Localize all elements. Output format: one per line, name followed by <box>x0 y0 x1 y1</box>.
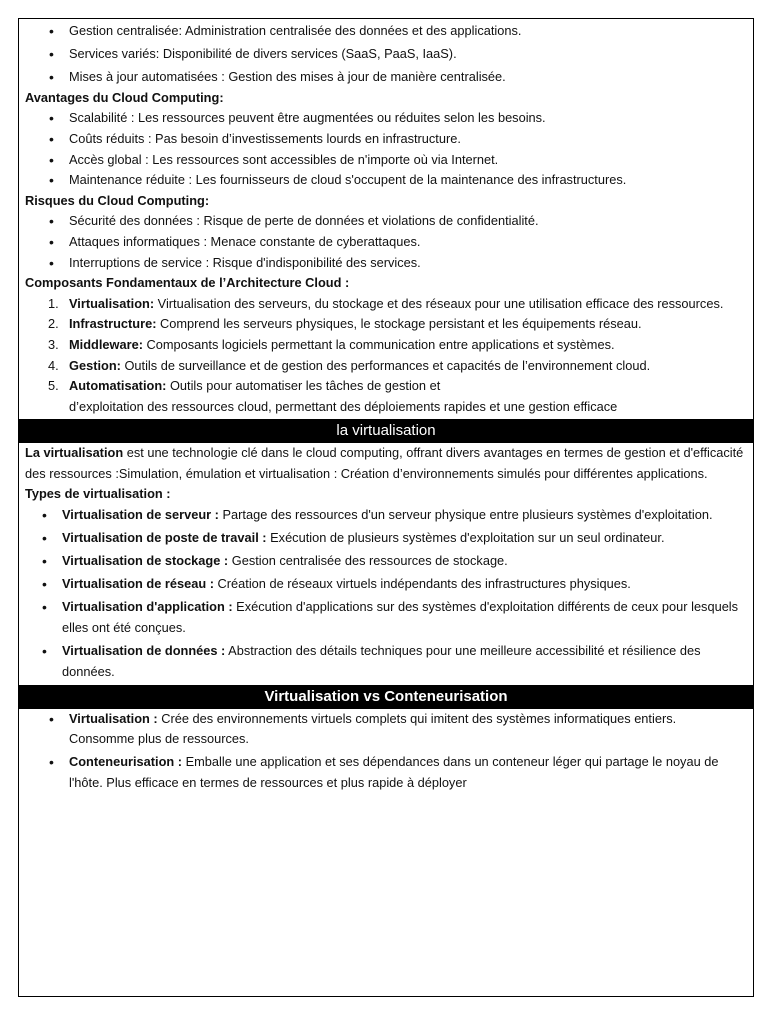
numbered-item <box>25 335 745 356</box>
item-text: Composants logiciels permettant la communication entre applications et systèmes. <box>142 336 615 352</box>
list-item: • Gestion centralisée: Administration centralisée des données et des applications. <box>25 21 745 42</box>
item-text: Exécution d'applications sur des systèmes d'exploitation différents de ceux pour lesquels elles ont été conçues. <box>62 599 739 636</box>
types-heading: Types de virtualisation : <box>25 486 171 502</box>
numbered-item <box>25 376 745 417</box>
item-term: Conteneurisation : <box>69 754 183 769</box>
avantages-list <box>25 108 745 190</box>
item-number: 1. <box>48 295 59 311</box>
list-item <box>25 505 745 526</box>
list-item: • Interruptions de service : Risque d'indisponibilité des services. <box>25 253 745 274</box>
item-text: Exécution de plusieurs systèmes d'exploitation sur un seul ordinateur. <box>266 530 665 546</box>
item-term: Virtualisation de serveur : <box>62 507 219 523</box>
item-term: Virtualisation : <box>69 710 158 726</box>
item-text: Création de réseaux virtuels indépendants des infrastructures physiques. <box>213 576 631 592</box>
composants-heading: Composants Fondamentaux de l’Architecture Cloud : <box>25 275 350 291</box>
item-term: Automatisation: <box>69 378 167 394</box>
risques-list <box>25 211 745 273</box>
list-item: • Sécurité des données : Risque de perte de données et violations de confidentialité. <box>25 211 745 232</box>
item-term: Virtualisation de poste de travail : <box>62 530 267 546</box>
item-term: Middleware: <box>69 336 143 352</box>
vs-list <box>25 709 745 793</box>
list-item: • Accès global : Les ressources sont accessibles de n'importe où via Internet. <box>25 150 745 171</box>
item-text: Outils de surveillance et de gestion des performances et capacités de l’environnement cloud. <box>120 357 651 373</box>
item-term: Virtualisation: <box>69 295 155 311</box>
list-item: • Maintenance réduite : Les fournisseurs de cloud s'occupent de la maintenance des infrastructures. <box>25 170 745 191</box>
intro-term: La virtualisation <box>25 445 124 461</box>
item-term: Virtualisation de réseau : <box>62 576 214 592</box>
list-item: • Services variés: Disponibilité de divers services (SaaS, PaaS, IaaS). <box>25 44 745 65</box>
list-item: • Scalabilité : Les ressources peuvent être augmentées ou réduites selon les besoins. <box>25 108 745 129</box>
numbered-item <box>25 314 745 335</box>
list-item <box>25 551 745 572</box>
types-list <box>25 505 745 682</box>
avantages-heading: Avantages du Cloud Computing: <box>25 89 224 105</box>
item-text: Partage des ressources d'un serveur physique entre plusieurs systèmes d'exploitation. <box>218 507 713 523</box>
item-term: Virtualisation de stockage : <box>62 553 229 569</box>
intro-text: est une technologie clé dans le cloud computing, offrant divers avantages en termes de gestion et d'efficacité des ressources :Simulation, émulation et virtualisation : Création d’environnements simulés pour différentes applications. <box>25 445 744 481</box>
item-term: Gestion: <box>69 357 121 373</box>
section-band-virtualisation: la virtualisation <box>19 419 753 443</box>
virtualisation-intro <box>25 443 745 484</box>
composants-list <box>25 294 745 418</box>
list-item <box>25 641 745 682</box>
list-item <box>25 752 745 793</box>
section-band-vs: Virtualisation vs Conteneurisation <box>19 685 753 709</box>
document-frame <box>18 18 754 997</box>
item-text: Outils pour automatiser les tâches de gestion et <box>166 378 441 394</box>
item-text: Comprend les serveurs physiques, le stockage persistant et les équipements réseau. <box>156 316 642 332</box>
list-item <box>25 709 745 750</box>
list-item: • Coûts réduits : Pas besoin d’investissements lourds en infrastructure. <box>25 129 745 150</box>
item-text: Gestion centralisée des ressources de stockage. <box>228 553 508 569</box>
list-item: • Mises à jour automatisées : Gestion des mises à jour de manière centralisée. <box>25 67 745 88</box>
item-number: 4. <box>48 357 59 373</box>
item-term: Infrastructure: <box>69 316 157 332</box>
numbered-item <box>25 294 745 315</box>
item-number: 2. <box>48 316 59 332</box>
list-item: • Attaques informatiques : Menace constante de cyberattaques. <box>25 232 745 253</box>
top-list <box>25 21 745 88</box>
item-term: Virtualisation d'application : <box>62 599 233 615</box>
item-number: 5. <box>48 378 59 394</box>
list-item <box>25 574 745 595</box>
item-number: 3. <box>48 336 59 352</box>
item-term: Virtualisation de données : <box>62 643 226 659</box>
numbered-item <box>25 356 745 377</box>
item-text: Virtualisation des serveurs, du stockage et des réseaux pour une utilisation efficace des ressources. <box>154 295 724 311</box>
list-item <box>25 597 745 638</box>
item-text: Crée des environnements virtuels complets qui imitent des systèmes informatiques entiers. Consomme plus de ressources. <box>69 710 677 747</box>
item-text-continued: d’exploitation des ressources cloud, permettant des déploiements rapides et une gestion efficace <box>69 398 618 414</box>
list-item <box>25 528 745 549</box>
item-text: Abstraction des détails techniques pour une meilleure accessibilité et résilience des données. <box>62 643 701 679</box>
risques-heading: Risques du Cloud Computing: <box>25 192 210 208</box>
item-text: Emballe une application et ses dépendances dans un conteneur léger qui partage le noyau de l'hôte. Plus efficace en termes de ressources et plus rapide à déployer <box>69 754 719 790</box>
document-content <box>25 21 745 795</box>
